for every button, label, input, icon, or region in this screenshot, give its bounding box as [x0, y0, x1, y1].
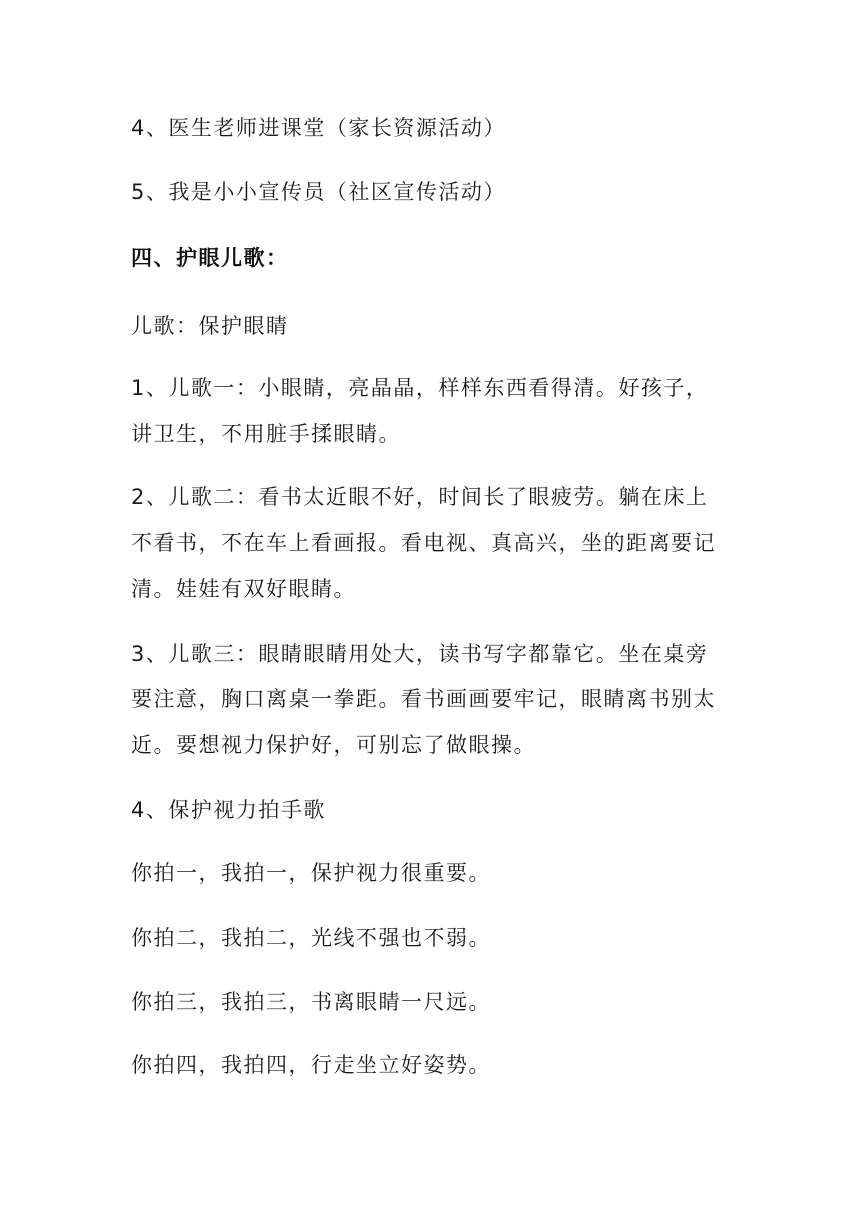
clapping-song-line-2: 你拍二，我拍二，光线不强也不弱。	[131, 926, 491, 950]
rhyme-2-line-3: 清。娃娃有双好眼睛。	[131, 577, 356, 601]
clapping-song-line-1: 你拍一，我拍一，保护视力很重要。	[131, 861, 491, 885]
rhyme-1-line-2: 讲卫生，不用脏手揉眼睛。	[131, 422, 401, 446]
rhyme-2-line-1: 2、儿歌二：看书太近眼不好，时间长了眼疲劳。躺在床上	[131, 485, 709, 509]
rhyme-3-line-2: 要注意，胸口离桌一拳距。看书画画要牢记，眼睛离书别太	[131, 687, 716, 711]
clapping-song-title: 4、保护视力拍手歌	[131, 798, 326, 822]
activity-item-5: 5、我是小小宣传员（社区宣传活动）	[131, 180, 506, 204]
rhyme-title: 儿歌：保护眼睛	[131, 314, 289, 338]
clapping-song-line-4: 你拍四，我拍四，行走坐立好姿势。	[131, 1053, 491, 1077]
rhyme-2-line-2: 不看书，不在车上看画报。看电视、真高兴，坐的距离要记	[131, 531, 716, 555]
rhyme-3-line-3: 近。要想视力保护好，可别忘了做眼操。	[131, 733, 536, 757]
section-heading: 四、护眼儿歌：	[131, 246, 289, 270]
rhyme-3-line-1: 3、儿歌三：眼睛眼睛用处大，读书写字都靠它。坐在桌旁	[131, 642, 709, 666]
clapping-song-line-3: 你拍三，我拍三，书离眼睛一尺远。	[131, 990, 491, 1014]
activity-item-4: 4、医生老师进课堂（家长资源活动）	[131, 116, 506, 140]
rhyme-1-line-1: 1、儿歌一：小眼睛，亮晶晶，样样东西看得清。好孩子，	[131, 376, 709, 400]
